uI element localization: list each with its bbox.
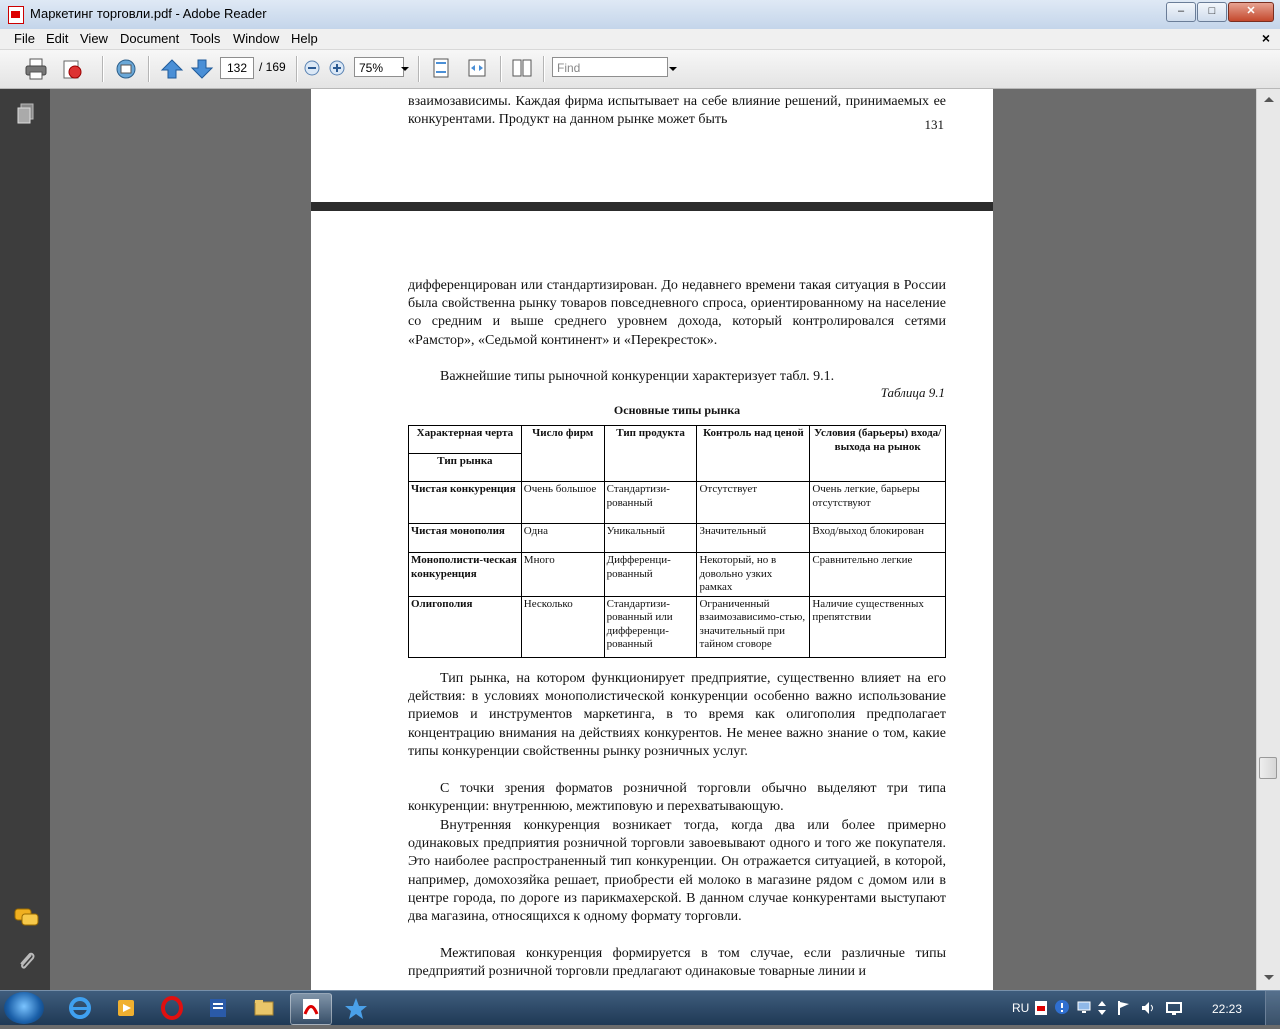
maximize-button[interactable]: □	[1197, 2, 1227, 22]
table-row	[409, 524, 946, 553]
document-close-icon[interactable]: ×	[1261, 30, 1270, 46]
th-price: Контроль над ценой	[697, 426, 810, 482]
menu-help[interactable]: Help	[291, 31, 318, 46]
scroll-up-arrow[interactable]	[1264, 97, 1274, 102]
th-entry: Условия (барьеры) входа/выхода на рынок	[810, 426, 946, 482]
taskbar-app-star-icon[interactable]	[336, 993, 376, 1023]
table-caption: Таблица 9.1	[880, 385, 945, 400]
tray-network-icon[interactable]	[1076, 999, 1092, 1015]
menu-bar	[0, 29, 1280, 50]
menu-window[interactable]: Window	[233, 31, 280, 46]
taskbar-explorer-icon[interactable]	[244, 993, 284, 1023]
zoom-in-icon[interactable]	[329, 60, 345, 76]
zoom-dropdown-arrow[interactable]	[401, 67, 409, 71]
market-types-table	[408, 425, 946, 658]
th-product: Тип продукта	[604, 426, 697, 482]
attachments-icon[interactable]	[16, 949, 38, 973]
fit-page-icon[interactable]	[430, 57, 452, 79]
paragraph-1: дифференцирован или стандартизирован. До недавнего времени такая ситуация в России была свойственна рынку товаров повседневного спроса, ориентированному на население со средним и выше среднего уровнем дохода, который контролировался сетями «Рамстор», «Седьмой континент» и «Перекресток».	[408, 278, 946, 348]
window-title: Маркетинг торговли.pdf - Adobe Reader	[30, 6, 267, 21]
start-button[interactable]	[4, 992, 44, 1024]
table-cell: Ограниченный взаимозависимо-стью, значительный при тайном сговоре	[697, 596, 810, 657]
pages-panel-icon[interactable]	[16, 103, 36, 125]
table-cell: Сравнительно легкие	[810, 553, 946, 597]
table-cell: Одна	[521, 524, 604, 553]
menu-file[interactable]: File	[14, 31, 35, 46]
menu-tools[interactable]: Tools	[190, 31, 221, 46]
table-cell: Чистая монополия	[409, 524, 522, 553]
taskbar-clock[interactable]: 22:23	[1211, 1002, 1242, 1016]
share-icon[interactable]	[60, 57, 84, 81]
table-cell: Значительный	[697, 524, 810, 553]
table-row	[409, 553, 946, 597]
taskbar-adobe-reader-icon[interactable]	[290, 993, 332, 1025]
table-cell: Отсутствует	[697, 482, 810, 524]
navigation-panel	[0, 89, 50, 990]
pdf-page-132	[311, 211, 993, 990]
document-viewport[interactable]	[50, 89, 1256, 990]
pdf-app-icon	[8, 6, 24, 24]
fit-width-icon[interactable]	[466, 57, 488, 79]
show-desktop-button[interactable]	[1265, 991, 1280, 1025]
menu-document[interactable]: Document	[120, 31, 180, 46]
zoom-level-select[interactable]: 75%	[354, 57, 404, 77]
table-cell: Монополисти-ческая конкуренция	[409, 553, 522, 597]
paragraph-2: Важнейшие типы рыночной конкуренции характеризует табл. 9.1.	[440, 369, 835, 384]
print-icon[interactable]	[24, 57, 48, 81]
tray-volume-icon[interactable]	[1140, 1000, 1156, 1016]
page-total: / 169	[259, 60, 286, 74]
page-number-input[interactable]: 132	[220, 57, 254, 79]
paragraph-5: Внутренняя конкуренция возникает тогда, когда два или более примерно одинаковых предприятия розничной торговли завоевывают одного и того же покупателя. Это наиболее распространенный тип конкуренции. Он отражается ситуацией, в которой, например, домохозяйка решает, приобрести ей молоко в магазине рядом с домом или в центре города, по дороге из парикмахерской. В данном случае конкурентами выступают два магазина, относящихся к одному формату торговли.	[408, 818, 946, 925]
table-row	[409, 596, 946, 657]
language-indicator[interactable]: RU	[1012, 1001, 1030, 1015]
table-cell: Очень большое	[521, 482, 604, 524]
menu-view[interactable]: View	[80, 31, 108, 46]
reading-mode-icon[interactable]	[511, 57, 533, 79]
tray-overflow-icon[interactable]	[1096, 999, 1108, 1017]
taskbar-media-icon[interactable]	[106, 993, 146, 1023]
zoom-out-icon[interactable]	[304, 60, 320, 76]
collaborate-icon[interactable]	[114, 57, 138, 81]
title-bar	[0, 0, 1280, 30]
page-separator	[311, 202, 993, 211]
comments-icon[interactable]	[14, 907, 40, 929]
th-firms: Число фирм	[521, 426, 604, 482]
table-cell: Олигополия	[409, 596, 522, 657]
table-cell: Вход/выход блокирован	[810, 524, 946, 553]
tray-pdf-icon[interactable]	[1034, 1000, 1048, 1016]
table-cell: Стандартизи-рованный или дифференци-рованный	[604, 596, 697, 657]
table-cell: Чистая конкуренция	[409, 482, 522, 524]
minimize-button[interactable]: –	[1166, 2, 1196, 22]
th-feature: Характерная черта	[409, 426, 522, 454]
close-button[interactable]: ✕	[1228, 2, 1274, 22]
table-cell: Уникальный	[604, 524, 697, 553]
find-input[interactable]: Find	[552, 57, 668, 77]
scroll-down-arrow[interactable]	[1264, 975, 1274, 980]
table-cell: Дифференци-рованный	[604, 553, 697, 597]
next-page-icon[interactable]	[190, 57, 214, 81]
paragraph-4: С точки зрения форматов розничной торговли обычно выделяют три типа конкуренции: внутреннюю, межтиповую и перехватывающую.	[408, 781, 946, 815]
tray-display-icon[interactable]	[1166, 1000, 1182, 1016]
table-cell: Много	[521, 553, 604, 597]
taskbar-opera-icon[interactable]	[152, 993, 192, 1023]
previous-page-icon[interactable]	[160, 57, 184, 81]
menu-edit[interactable]: Edit	[46, 31, 69, 46]
pdf-page-131	[311, 89, 993, 202]
table-cell: Некоторый, но в довольно узких рамках	[697, 553, 810, 597]
table-row	[409, 482, 946, 524]
th-market-type: Тип рынка	[409, 454, 522, 482]
scrollbar-thumb[interactable]	[1259, 757, 1277, 779]
taskbar-ie-icon[interactable]	[60, 993, 100, 1023]
page-number-131: 131	[924, 117, 944, 132]
vertical-scrollbar[interactable]	[1256, 89, 1280, 990]
tray-flag-icon[interactable]	[1116, 1000, 1130, 1016]
taskbar-word-icon[interactable]	[198, 993, 238, 1023]
table-cell: Очень легкие, барьеры отсутствуют	[810, 482, 946, 524]
table-title: Основные типы рынка	[613, 403, 741, 417]
table-cell: Стандартизи-рованный	[604, 482, 697, 524]
table-cell: Несколько	[521, 596, 604, 657]
page131-text: взаимозависимы. Каждая фирма испытывает на себе влияние решений, принимаемых ее конкурентами. Продукт на данном рынке может быть	[408, 94, 946, 128]
paragraph-6: Межтиповая конкуренция формируется в том случае, если различные типы предприятий розничной торговли предлагают одинаковые товарные линии и	[408, 946, 946, 980]
tray-help-icon[interactable]	[1054, 999, 1070, 1015]
paragraph-3: Тип рынка, на котором функционирует предприятие, существенно влияет на его действия: в условиях монополистической конкуренции особенно важно использование приемов и инструментов маркетинга, в то время как олигополия предполагает концентрацию внимания на действиях конкурентов. Не менее важно знание о том, какие типы конкуренции свойственны рынку розничных услуг.	[408, 671, 946, 759]
table-cell: Наличие существенных препятствии	[810, 596, 946, 657]
taskbar	[0, 990, 1280, 1025]
find-dropdown-arrow[interactable]	[669, 67, 677, 71]
